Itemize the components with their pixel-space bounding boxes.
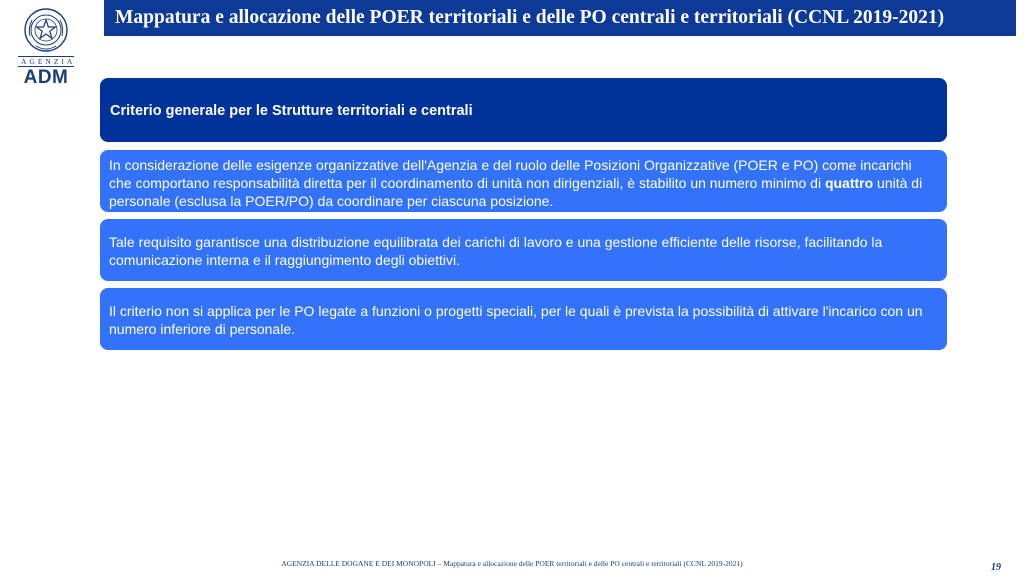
logo-adm-text: ADM	[23, 67, 69, 88]
criteria-heading: Criterio generale per le Strutture territoriali e centrali	[110, 103, 473, 119]
slide-title: Mappatura e allocazione delle POER territoriali e delle PO centrali e territoriali (CCNL 2019-2021)	[104, 0, 1016, 36]
logo-agenzia-text: AGENZIA	[18, 56, 74, 67]
paragraph-2-text: Tale requisito garantisce una distribuzione equilibrata dei carichi di lavoro e una gestione efficiente delle risorse, facilitando la comunicazione interna e il raggiungimento degli obiettivi.	[109, 234, 883, 268]
criteria-paragraph-2	[100, 219, 947, 281]
paragraph-1-text-before: In considerazione delle esigenze organizzative dell'Agenzia e del ruolo delle Posizioni Organizzative (POER e PO) come incarichi che comportano responsabilità diretta per il coordinamento di unità non dirigenziali, è stabilito un numero minimo di	[109, 157, 912, 191]
italian-republic-emblem-icon	[22, 6, 70, 54]
criteria-paragraph-1	[100, 150, 947, 212]
criteria-heading-card	[100, 78, 947, 142]
agency-logo	[18, 6, 74, 96]
footer-text: AGENZIA DELLE DOGANE E DEI MONOPOLI – Mappatura e allocazione delle POER territoriali e delle PO centrali e territoriali (CCNL 2019-2021)	[281, 559, 743, 568]
paragraph-3-text: Il criterio non si applica per le PO legate a funzioni o progetti speciali, per le quali è prevista la possibilità di attivare l'incarico con un numero inferiore di personale.	[109, 303, 923, 337]
criteria-paragraph-3	[100, 288, 947, 350]
paragraph-1-bold-word: quattro	[824, 175, 874, 191]
page-number: 19	[991, 562, 1001, 573]
paragraph-1-text-after: unità di personale (esclusa la POER/PO) da coordinare per ciascuna posizione.	[109, 175, 923, 209]
